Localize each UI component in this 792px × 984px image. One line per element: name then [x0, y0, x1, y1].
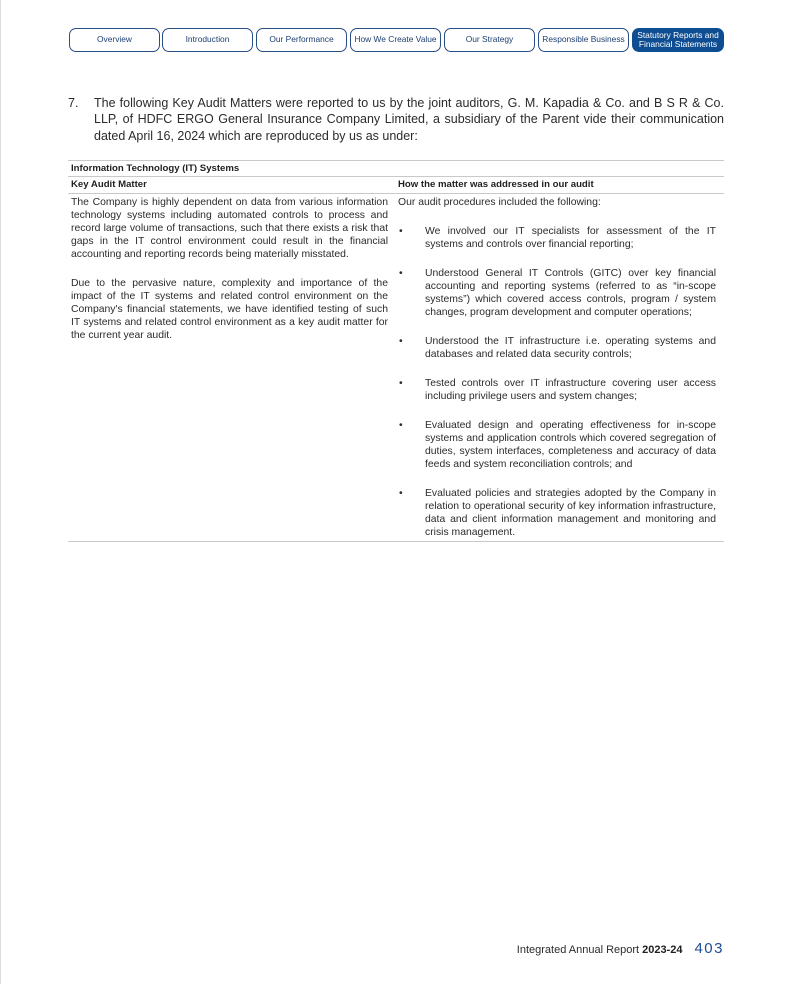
tab-label: Our Performance	[269, 34, 334, 45]
kam-header-key-audit-matter: Key Audit Matter	[71, 179, 147, 190]
intro-paragraph: The following Key Audit Matters were reported to us by the joint auditors, G. M. Kapadia & Co. and B S R & Co. LLP, of HDFC ERGO General Insurance Company Limited, a subsidiary of the Parent vide their communication dated April 16, 2024 which are reproduced by us as under:	[94, 96, 724, 143]
procedure-text: We involved our IT specialists for assessment of the IT systems and controls over financial reporting;	[425, 226, 716, 250]
bullet-icon: •	[399, 488, 403, 499]
tab-how-we-create-value[interactable]	[350, 28, 441, 52]
kam-body-row	[68, 194, 724, 542]
list-item	[398, 419, 716, 471]
tab-our-performance[interactable]	[256, 28, 347, 52]
bullet-icon: •	[399, 226, 403, 237]
list-item	[398, 335, 716, 361]
procedure-text: Understood General IT Controls (GITC) over key financial accounting and reporting systems (referred to as “in-scope systems”) which covered access controls, program / system changes, program development and computer operations;	[425, 268, 716, 318]
page-left-edge	[0, 0, 1, 984]
procedure-text: Tested controls over IT infrastructure covering user access including privilege users and system changes;	[425, 378, 716, 402]
tab-statutory-reports[interactable]	[632, 28, 724, 52]
kam-matter-cell	[68, 194, 395, 541]
tab-responsible-business[interactable]	[538, 28, 629, 52]
paragraph-number: 7.	[68, 96, 79, 110]
page-number: 403	[694, 940, 724, 957]
tab-label: Responsible Business	[542, 34, 625, 45]
tab-overview[interactable]	[69, 28, 160, 52]
bullet-icon: •	[399, 336, 403, 347]
bullet-icon: •	[399, 268, 403, 279]
bullet-icon: •	[399, 420, 403, 431]
tab-label-line-1: Statutory Reports and	[637, 29, 719, 40]
page-footer	[517, 940, 724, 957]
kam-section-title: Information Technology (IT) Systems	[68, 160, 724, 177]
kam-header-row	[68, 177, 724, 194]
list-item	[398, 377, 716, 403]
kam-response-cell	[395, 194, 724, 541]
list-item	[398, 267, 716, 319]
list-item	[398, 225, 716, 251]
procedure-text: Evaluated design and operating effectiveness for in-scope systems and application controls which covered segregation of duties, system interfaces, completeness and accuracy of data feeds and system reconciliation controls; and	[425, 420, 716, 470]
tab-label: Overview	[97, 34, 132, 45]
bullet-icon: •	[399, 378, 403, 389]
key-audit-matter-table	[68, 160, 724, 542]
tab-label: Our Strategy	[465, 34, 514, 45]
procedure-text: Evaluated policies and strategies adopted by the Company in relation to operational security of key information infrastructure, data and client information management and monitoring and crisis management.	[425, 488, 716, 538]
tab-label	[637, 31, 718, 50]
footer-report-label: Integrated Annual Report	[516, 944, 640, 956]
tab-label-line-2: Financial Statements	[638, 39, 718, 49]
procedure-text: Understood the IT infrastructure i.e. operating systems and databases and related data security controls;	[425, 336, 716, 360]
tab-label: How We Create Value	[354, 34, 437, 45]
tab-label: Introduction	[185, 34, 230, 45]
tab-introduction[interactable]	[162, 28, 253, 52]
list-item	[398, 487, 716, 539]
kam-matter-paragraph: The Company is highly dependent on data from various information technology systems including automated controls to process and record large volume of transactions, such that there exists a risk that gaps in the IT control environment could result in the financial accounting and reporting records being materially misstated.	[71, 197, 388, 260]
tab-our-strategy[interactable]	[444, 28, 535, 52]
kam-header-how-addressed: How the matter was addressed in our audit	[398, 179, 594, 190]
footer-report-year: 2023-24	[642, 944, 683, 956]
procedures-intro: Our audit procedures included the following:	[398, 197, 601, 208]
kam-matter-paragraph: Due to the pervasive nature, complexity and importance of the impact of the IT systems and related control environment on the Company's financial statements, we have identified testing of such IT systems and related control environment as a key audit matter for the current year audit.	[71, 278, 388, 341]
